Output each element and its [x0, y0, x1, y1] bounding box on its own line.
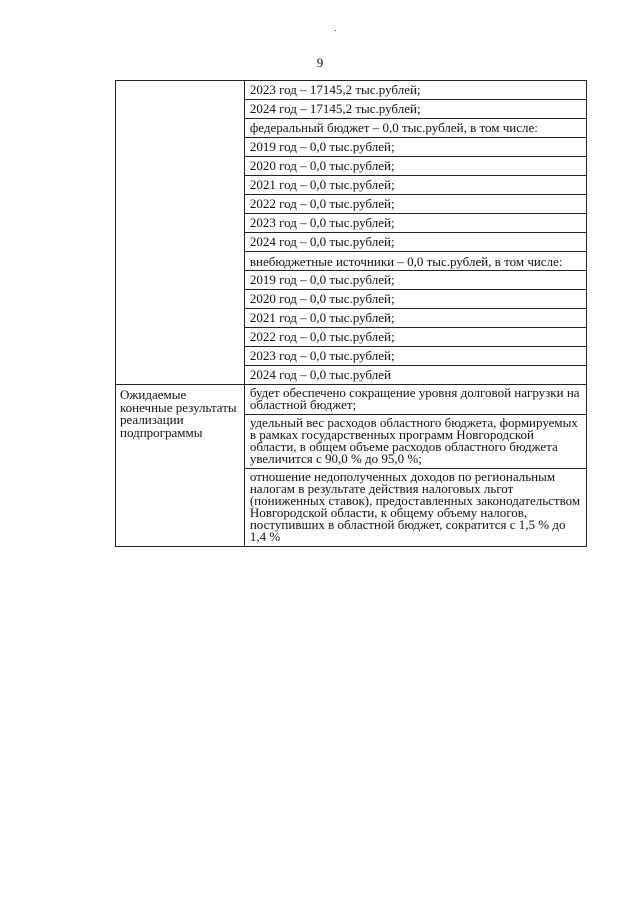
funding-line: 2022 год – 0,0 тыс.рублей; [245, 328, 586, 347]
funding-line: федеральный бюджет – 0,0 тыс.рублей, в том числе: [245, 119, 586, 138]
funding-line: 2021 год – 0,0 тыс.рублей; [245, 309, 586, 328]
funding-values-cell [244, 81, 586, 385]
subprogram-passport-table [115, 80, 587, 547]
funding-line: 2024 год – 17145,2 тыс.рублей; [245, 100, 586, 119]
funding-row [116, 81, 587, 385]
results-label-cell [116, 385, 245, 547]
result-item: удельный вес расходов областного бюджета, формируемых в рамках государственных программ Новгородской области, в общем объеме расходов областного бюджета увеличится с 90,0 % до 95,0 %; [245, 415, 586, 469]
funding-line: 2024 год – 0,0 тыс.рублей; [245, 233, 586, 252]
funding-line: 2023 год – 17145,2 тыс.рублей; [245, 81, 586, 100]
funding-line: 2021 год – 0,0 тыс.рублей; [245, 176, 586, 195]
funding-line: 2022 год – 0,0 тыс.рублей; [245, 195, 586, 214]
results-label: Ожидаемые конечные результаты реализации подпрограммы [120, 387, 237, 440]
funding-line: 2023 год – 0,0 тыс.рублей; [245, 347, 586, 366]
results-row [116, 385, 587, 547]
funding-line: 2024 год – 0,0 тыс.рублей [249, 367, 391, 382]
result-item: отношение недополученных доходов по региональным налогам в результате действия налоговых льгот (пониженных ставок), предоставленных законодательством Новгородской области, к общему объему налогов, поступивших в областной бюджет, сократится с 1,5 % до 1,4 % [249, 469, 581, 544]
result-item: будет обеспечено сокращение уровня долговой нагрузки на областной бюджет; [245, 385, 586, 415]
funding-line: 2020 год – 0,0 тыс.рублей; [245, 290, 586, 309]
funding-line: 2019 год – 0,0 тыс.рублей; [245, 271, 586, 290]
funding-line: внебюджетные источники – 0,0 тыс.рублей, в том числе: [245, 252, 586, 271]
funding-line: 2019 год – 0,0 тыс.рублей; [245, 138, 586, 157]
funding-label-cell [116, 81, 245, 385]
funding-line: 2023 год – 0,0 тыс.рублей; [245, 214, 586, 233]
funding-line: 2020 год – 0,0 тыс.рублей; [245, 157, 586, 176]
results-values-cell [244, 385, 586, 547]
page-number: 9 [316, 55, 324, 70]
scan-speck [335, 30, 336, 31]
